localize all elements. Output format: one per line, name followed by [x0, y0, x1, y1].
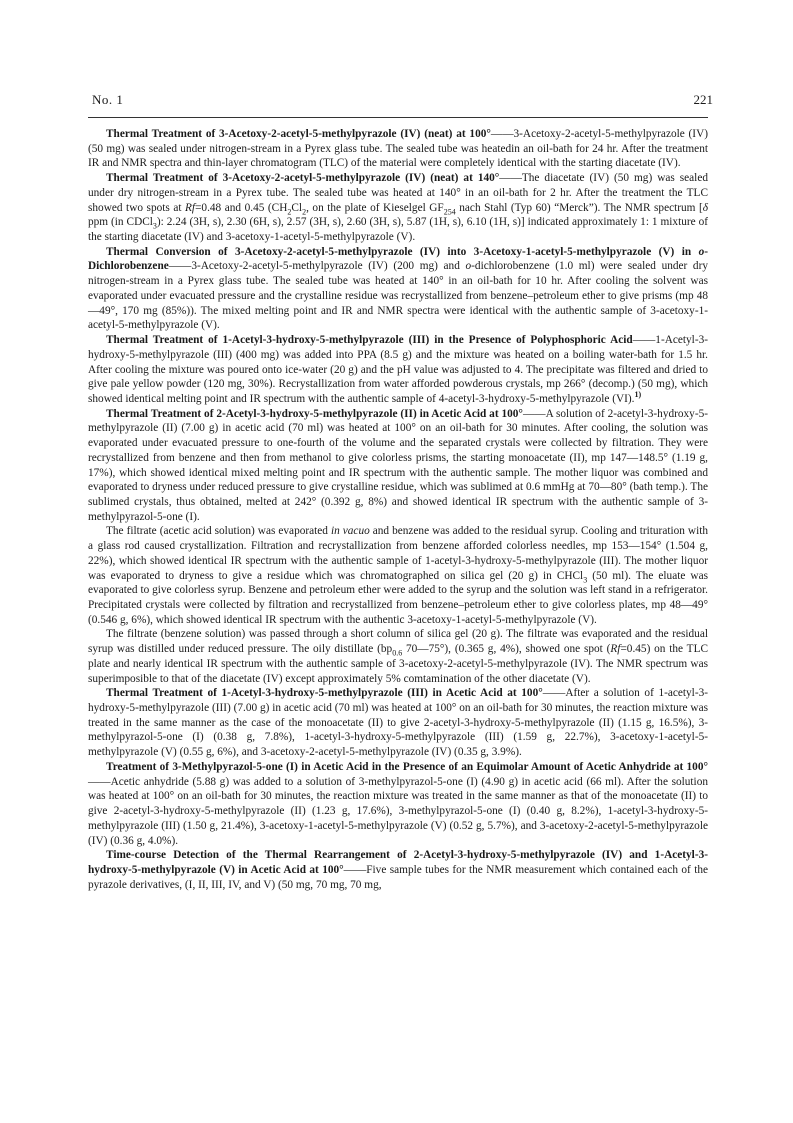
paragraph-text: ——Five sample tubes for the NMR measurement which contained each of the pyrazole derivatives, (I, II, III, IV, and V) (50 mg, 70 mg, 70 mg,: [88, 863, 708, 891]
paragraph-4: [88, 333, 708, 407]
subscript: 254: [443, 206, 456, 216]
article-body: [88, 127, 708, 892]
paragraph-text: The filtrate (acetic acid solution) was evaporated: [106, 525, 331, 538]
subscript: 2: [302, 206, 307, 216]
paragraph-text: ——The diacetate (IV) (50 mg) was sealed under dry nitrogen-stream in a Pyrex tube. The sealed tube was heated at 140° in an oil-bath for 2 hr. After the treatment the TLC showed two spots at: [88, 172, 708, 214]
reference-marker: 1): [634, 390, 642, 400]
paragraph-text: ppm (in CDCl: [88, 216, 153, 229]
paragraph-10: [88, 848, 708, 892]
page-number: 221: [693, 92, 713, 107]
paragraph-2: [88, 171, 708, 245]
paragraph-3: [88, 245, 708, 333]
paragraph-text: Cl: [291, 201, 303, 214]
section-heading: Thermal Treatment of 3-Acetoxy-2-acetyl-5-methylpyrazole (IV) (neat) at 100°: [106, 128, 491, 140]
paragraph-8: [88, 686, 708, 760]
section-heading: Treatment of 3-Methylpyrazol-5-one (I) in Acetic Acid in the Presence of an Equimolar Amount of Acetic Anhydride at 100°: [106, 760, 708, 773]
section-heading: Time-course Detection of the Thermal Rearrangement of 2-Acetyl-3-hydroxy-5-methylpyrazole (IV) and 1-Acetyl-3-hydroxy-5-methylpyrazole (V) in Acetic Acid at 100°: [88, 849, 708, 876]
paragraph-1: [88, 127, 708, 171]
paragraph-text: =0.45) on the TLC plate and nearly identical IR spectrum with the authentic sample of 3-acetoxy-2-acetyl-5-methylpyrazole (IV). The NMR spectrum was superimposible to that of the diacetate (IV) except approximately 5% comtamination of the other diacetate (V).: [88, 643, 708, 685]
paragraph-text: , on the plate of Kieselgel GF: [306, 201, 444, 214]
rf-symbol: Rf: [610, 643, 621, 656]
rf-symbol: Rf: [185, 201, 196, 214]
italic-term: in vacuo: [330, 525, 370, 538]
paragraph-text: ——Acetic anhydride (5.88 g) was added to a solution of 3-methylpyrazol-5-one (I) (4.90 g) in acetic acid (66 ml). After the solution was heated at 100° on an oil-bath for 30 minutes, the reaction mixture was treated in the same manner as that of the monoacetate (II) to give 2-acetyl-3-hydroxy-5-methylpyrazole (II) (1.23 g, 17.6%), 3-methylpyrazol-5-one (I) (0.40 g, 8.2%), 1-acetyl-3-hydroxy-5-methylpyrazole (III) (1.50 g, 21.4%), 3-acetoxy-1-acetyl-5-methylpyrazole (V) (0.52 g, 5.7%), and 3-acetoxy-2-acetyl-5-methylpyrazole (IV) (0.36 g, 4.0%).: [88, 775, 708, 847]
paragraph-text: ——3-Acetoxy-2-acetyl-5-methylpyrazole (IV) (200 mg) and: [168, 260, 466, 273]
paragraph-text: 70—75°), (0.365 g, 4%), showed one spot (: [402, 643, 611, 656]
paragraph-text: and benzene was added to the residual syrup. Cooling and trituration with a glass rod caused crystallization. Filtration and recrystallization from benzene afforded colorless needles, mp 153—154° (1.504 g, 22%), which showed identical IR spectrum with the authentic sample of 1-acetyl-3-hydroxy-5-methylpyrazole (III). The mother liquor was evaporated to dryness to give a residue which was chromatographed on silica gel (20 g) in CHCl: [88, 525, 709, 582]
section-heading: Thermal Treatment of 1-Acetyl-3-hydroxy-5-methylpyrazole (III) in Acetic Acid at 100°: [106, 687, 543, 700]
paragraph-text: ——A solution of 2-acetyl-3-hydroxy-5-methylpyrazole (II) (7.00 g) in acetic acid (70 ml) was heated at 100° on an oil-bath for 30 minutes. After cooling, the solution was evaporated under evacuated pressure to one-fourth of the volume and the separated crystals were collected by filtration. They were recrystallized from benzene and then from methanol to give colorless prisms, the starting monoacetate (II), mp 147—148.5° (1.19 g, 17%), which showed identical mixed melting point and IR spectrum with the authentic sample. The mother liquor was combined and evaporated to dryness under reduced pressure to give crystalline residue, which was sublimed at 0.6 mmHg at 70—80° (bath temp.). The sublimed crystals, thus obtained, melted at 242° (0.392 g, 8%) and showed identical IR spectrum with the authentic sample of 3-methylpyrazol-5-one (I).: [88, 407, 708, 523]
delta-symbol: δ: [702, 201, 709, 214]
italic-prefix: o: [465, 260, 472, 273]
paragraph-6: [88, 524, 708, 627]
paragraph-9: [88, 760, 708, 848]
paragraph-5: [88, 407, 708, 525]
paragraph-text: The filtrate (benzene solution) was passed through a short column of silica gel (20 g). The filtrate was evaporated and the residual syrup was distilled under reduced pressure. The oily distillate (bp: [88, 628, 708, 656]
subscript: 3: [152, 221, 157, 231]
section-heading: Thermal Treatment of 2-Acetyl-3-hydroxy-5-methylpyrazole (II) in Acetic Acid at 100°: [106, 407, 523, 420]
header-rule: [88, 117, 708, 118]
paragraph-text: ——1-Acetyl-3-hydroxy-5-methylpyrazole (III) (400 mg) was added into PPA (8.5 g) and the mixture was heated on a boiling water-bath for 1.5 hr. After cooling the mixture was poured onto ice-water (20 g) and the pH value was adjusted to 4. The precipitate was filtered and dried to give pale yellow powder (120 mg, 30%). Recrystallization from water afforded powderous crystals, mp 266° (decomp.) (50 mg), which showed identical melting point and IR spectrum with the authentic sample of 4-acetyl-3-hydroxy-5-methylpyrazole (VI).: [88, 334, 708, 405]
paragraph-text: ): 2.24 (3H, s), 2.30 (6H, s), 2.57 (3H, s), 2.60 (3H, s), 5.87 (1H, s), 6.10 (1H, s)] indicated approximately 1: 1 mixture of the starting diacetate (IV) and 3-acetoxy-1-acetyl-5-methylpyrazole (V).: [88, 216, 709, 244]
paragraph-text: ——After a solution of 1-acetyl-3-hydroxy-5-methylpyrazole (III) (7.00 g) in acetic acid (70 ml) was heated at 100° on an oil-bath for 30 minutes, the reaction mixture was treated in the same manner as the case of the monoacetate (II) to give 2-acetyl-3-hydroxy-5-methylpyrazole (II) (1.15 g, 16.5%), 3-methylpyrazol-5-one (I) (0.38 g, 7.8%), 1-acetyl-3-hydroxy-5-methylpyrazole (III) (1.59 g, 22.7%), 3-acetoxy-1-acetyl-5-methylpyrazole (V) (0.55 g, 6%), and 3-acetoxy-2-acetyl-5-methylpyrazole (IV) (0.35 g, 3.9%).: [88, 687, 708, 759]
heading-part: Thermal Conversion of 3-Acetoxy-2-acetyl-5-methylpyrazole (IV) into 3-Acetoxy-1-acetyl-5-methylpyrazole (V) in: [106, 245, 699, 258]
section-heading: Thermal Treatment of 1-Acetyl-3-hydroxy-5-methylpyrazole (III) in the Presence of Polyphosphoric Acid: [106, 334, 633, 347]
subscript: 2: [287, 206, 292, 216]
paragraph-text: nach Stahl (Typ 60) “Merck”). The NMR spectrum [: [455, 201, 703, 214]
heading-part: -Dichlorobenzene: [88, 245, 708, 273]
section-heading: Thermal Treatment of 3-Acetoxy-2-acetyl-5-methylpyrazole (IV) (neat) at 140°: [106, 172, 500, 185]
subscript: 3: [583, 574, 588, 584]
subscript: 0.6: [392, 648, 403, 658]
paragraph-text: ——3-Acetoxy-2-acetyl-5-methylpyrazole (IV) (50 mg) was sealed under nitrogen-stream in a Pyrex glass tube. The sealed tube was heatedin an oil-bath for 24 hr. After the treatment IR and NMR spectra and thin-layer chromatogram (TLC) of the material were completely identical with the starting diacetate (IV).: [88, 128, 708, 170]
paragraph-text: =0.48 and 0.45 (CH: [195, 201, 288, 214]
paragraph-text: (50 ml). The eluate was evaporated to give colorless syrup. Benzene and petroleum ether were added to the syrup and the solution was left stand in a refrigerator. Precipitated crystals were collected by filtration and recrystallized from benzene–petroleum ether to give colorless plates, mp 48—49° (0.546 g, 6%), which showed identical IR spectrum with the authentic 3-acetoxy-1-acetyl-5-methylpyrazole (V).: [88, 569, 708, 626]
paragraph-7: [88, 627, 708, 686]
journal-issue: No. 1: [92, 92, 124, 107]
paragraph-text: -dichlorobenzene (1.0 ml) were sealed under dry nitrogen-stream in a Pyrex glass tube. The sealed tube was heated at 140° in an oil-bath for 10 hr. After cooling the solvent was evaporated under evacuated pressure and the crystalline residue was recrystallized from benzene–petroleum ether to give prisms (mp 48—49°, 170 mg (85%)). The mixed melting point and IR and NMR spectra were identical with the authentic sample of 3-acetoxy-1-acetyl-5-methylpyrazole (V).: [88, 260, 708, 332]
heading-italic: o: [698, 245, 705, 258]
